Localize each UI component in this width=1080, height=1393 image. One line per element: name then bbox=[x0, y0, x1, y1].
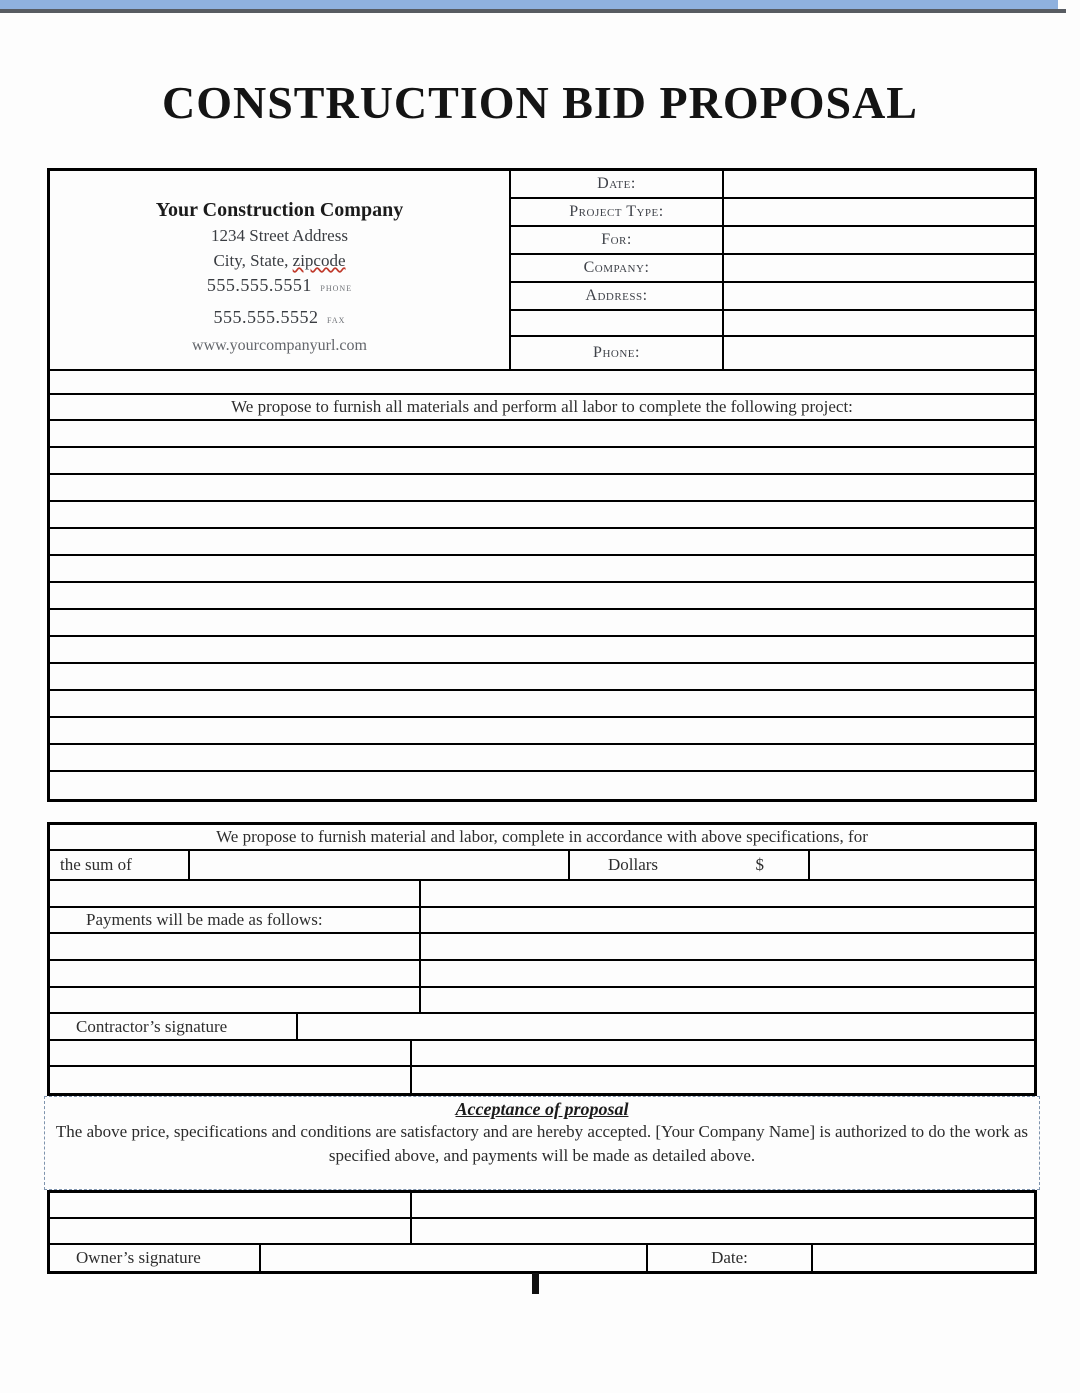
proposal-blank-line[interactable] bbox=[50, 583, 1034, 610]
date-field[interactable] bbox=[724, 171, 1034, 197]
row-address-extra bbox=[511, 311, 1034, 337]
address-field[interactable] bbox=[724, 283, 1034, 309]
company-label: Company: bbox=[511, 255, 724, 281]
phone-field[interactable] bbox=[724, 337, 1034, 369]
for-label: For: bbox=[511, 227, 724, 253]
split-row bbox=[50, 1067, 1034, 1093]
proposal-blank-line[interactable] bbox=[50, 664, 1034, 691]
owner-signature-row bbox=[50, 1245, 1034, 1271]
blank-cell[interactable] bbox=[412, 1193, 1034, 1217]
row-project-type bbox=[511, 199, 1034, 227]
proposal-blank-line[interactable] bbox=[50, 556, 1034, 583]
split-row bbox=[50, 961, 1034, 988]
contractor-signature-row bbox=[50, 1014, 1034, 1041]
proposal-blank-line[interactable] bbox=[50, 637, 1034, 664]
split-row bbox=[50, 934, 1034, 961]
project-type-field[interactable] bbox=[724, 199, 1034, 225]
blank-cell[interactable] bbox=[421, 881, 1034, 906]
dollars-label: Dollars bbox=[608, 855, 659, 874]
proposal-blank-line[interactable] bbox=[50, 772, 1034, 799]
blank-cell[interactable] bbox=[50, 1067, 412, 1093]
currency-symbol: $ bbox=[755, 855, 764, 874]
blank-cell[interactable] bbox=[50, 1041, 412, 1065]
blank-label bbox=[511, 311, 724, 335]
row-company bbox=[511, 255, 1034, 283]
acceptance-title: Acceptance of proposal bbox=[455, 1099, 629, 1119]
pricing-summary-line: We propose to furnish material and labor, complete in accordance with above specifications, for bbox=[50, 825, 1034, 851]
payments-field[interactable] bbox=[421, 908, 1034, 932]
acceptance-body-text: The above price, specifications and conditions are satisfactory and are hereby accepted. [Your Company Name] is authorized to do the work as specified above, and payments will be made as detailed above. bbox=[55, 1122, 1029, 1165]
acceptance-section bbox=[44, 1096, 1040, 1190]
split-row bbox=[50, 881, 1034, 908]
phone-number: 555.555.5551 bbox=[206, 275, 312, 295]
owner-signature-field[interactable] bbox=[261, 1245, 648, 1271]
split-row bbox=[50, 1041, 1034, 1067]
proposal-intro-line: We propose to furnish all materials and perform all labor to complete the following project: bbox=[50, 395, 1034, 421]
company-street-address: 1234 Street Address bbox=[211, 226, 348, 245]
proposal-blank-line[interactable] bbox=[50, 610, 1034, 637]
proposal-header-table bbox=[47, 168, 1037, 802]
for-field[interactable] bbox=[724, 227, 1034, 253]
project-type-label: Project Type: bbox=[511, 199, 724, 225]
sum-amount-numeric-field[interactable] bbox=[810, 851, 1034, 879]
empty-row[interactable] bbox=[50, 371, 1034, 395]
proposal-blank-line[interactable] bbox=[50, 448, 1034, 475]
sum-row bbox=[50, 851, 1034, 881]
proposal-blank-line[interactable] bbox=[50, 421, 1034, 448]
proposal-blank-line[interactable] bbox=[50, 745, 1034, 772]
payments-row bbox=[50, 908, 1034, 934]
header-section bbox=[50, 171, 1034, 371]
owner-date-field[interactable] bbox=[813, 1245, 1034, 1271]
proposal-blank-line[interactable] bbox=[50, 691, 1034, 718]
blank-cell[interactable] bbox=[50, 961, 421, 986]
proposal-blank-line[interactable] bbox=[50, 718, 1034, 745]
company-info-block bbox=[50, 171, 511, 369]
dollars-cell bbox=[570, 851, 810, 879]
blank-cell[interactable] bbox=[50, 988, 421, 1012]
owner-date-label: Date: bbox=[648, 1245, 813, 1271]
split-row bbox=[50, 1219, 1034, 1245]
owner-signature-label: Owner’s signature bbox=[50, 1245, 261, 1271]
proposal-blank-line[interactable] bbox=[50, 502, 1034, 529]
pricing-table bbox=[47, 822, 1037, 1096]
blank-cell[interactable] bbox=[50, 1219, 412, 1243]
date-label: Date: bbox=[511, 171, 724, 197]
company-fax-line bbox=[50, 305, 509, 332]
window-top-edge bbox=[0, 9, 1066, 13]
blank-cell[interactable] bbox=[50, 934, 421, 959]
page-title: CONSTRUCTION BID PROPOSAL bbox=[162, 77, 918, 128]
blank-cell[interactable] bbox=[421, 961, 1034, 986]
company-name: Your Construction Company bbox=[155, 199, 404, 221]
blank-cell[interactable] bbox=[421, 934, 1034, 959]
fax-label: fax bbox=[327, 312, 346, 326]
blank-cell[interactable] bbox=[50, 881, 421, 906]
blank-cell[interactable] bbox=[412, 1219, 1034, 1243]
sum-of-label: the sum of bbox=[50, 851, 190, 879]
contractor-signature-field[interactable] bbox=[298, 1014, 1034, 1039]
proposal-blank-line[interactable] bbox=[50, 475, 1034, 502]
company-city-state-zip bbox=[50, 248, 509, 273]
row-for bbox=[511, 227, 1034, 255]
blank-cell[interactable] bbox=[421, 988, 1034, 1012]
zipcode-text-spellcheck: zipcode bbox=[292, 251, 346, 270]
row-date bbox=[511, 171, 1034, 199]
proposal-blank-lines bbox=[50, 421, 1034, 799]
owner-signature-table bbox=[47, 1190, 1037, 1274]
company-phone-line bbox=[50, 273, 509, 300]
company-website: www.yourcompanyurl.com bbox=[192, 337, 367, 354]
split-row bbox=[50, 988, 1034, 1014]
sum-amount-words-field[interactable] bbox=[190, 851, 570, 879]
company-field[interactable] bbox=[724, 255, 1034, 281]
proposal-blank-line[interactable] bbox=[50, 529, 1034, 556]
phone-label: phone bbox=[320, 280, 353, 294]
payments-label: Payments will be made as follows: bbox=[50, 908, 421, 932]
text-cursor bbox=[532, 1273, 539, 1294]
fax-number: 555.555.5552 bbox=[213, 307, 319, 327]
row-address bbox=[511, 283, 1034, 311]
blank-cell[interactable] bbox=[412, 1041, 1034, 1065]
address-label: Address: bbox=[511, 283, 724, 309]
split-row bbox=[50, 1193, 1034, 1219]
address-extra-field[interactable] bbox=[724, 311, 1034, 335]
window-top-strip bbox=[0, 0, 1058, 9]
contractor-signature-label: Contractor’s signature bbox=[50, 1014, 298, 1039]
project-info-rows bbox=[511, 171, 1034, 369]
phone-row-label: Phone: bbox=[511, 337, 724, 369]
blank-cell[interactable] bbox=[412, 1067, 1034, 1093]
row-phone bbox=[511, 337, 1034, 369]
blank-cell[interactable] bbox=[50, 1193, 412, 1217]
city-state-text: City, State, bbox=[213, 251, 293, 270]
